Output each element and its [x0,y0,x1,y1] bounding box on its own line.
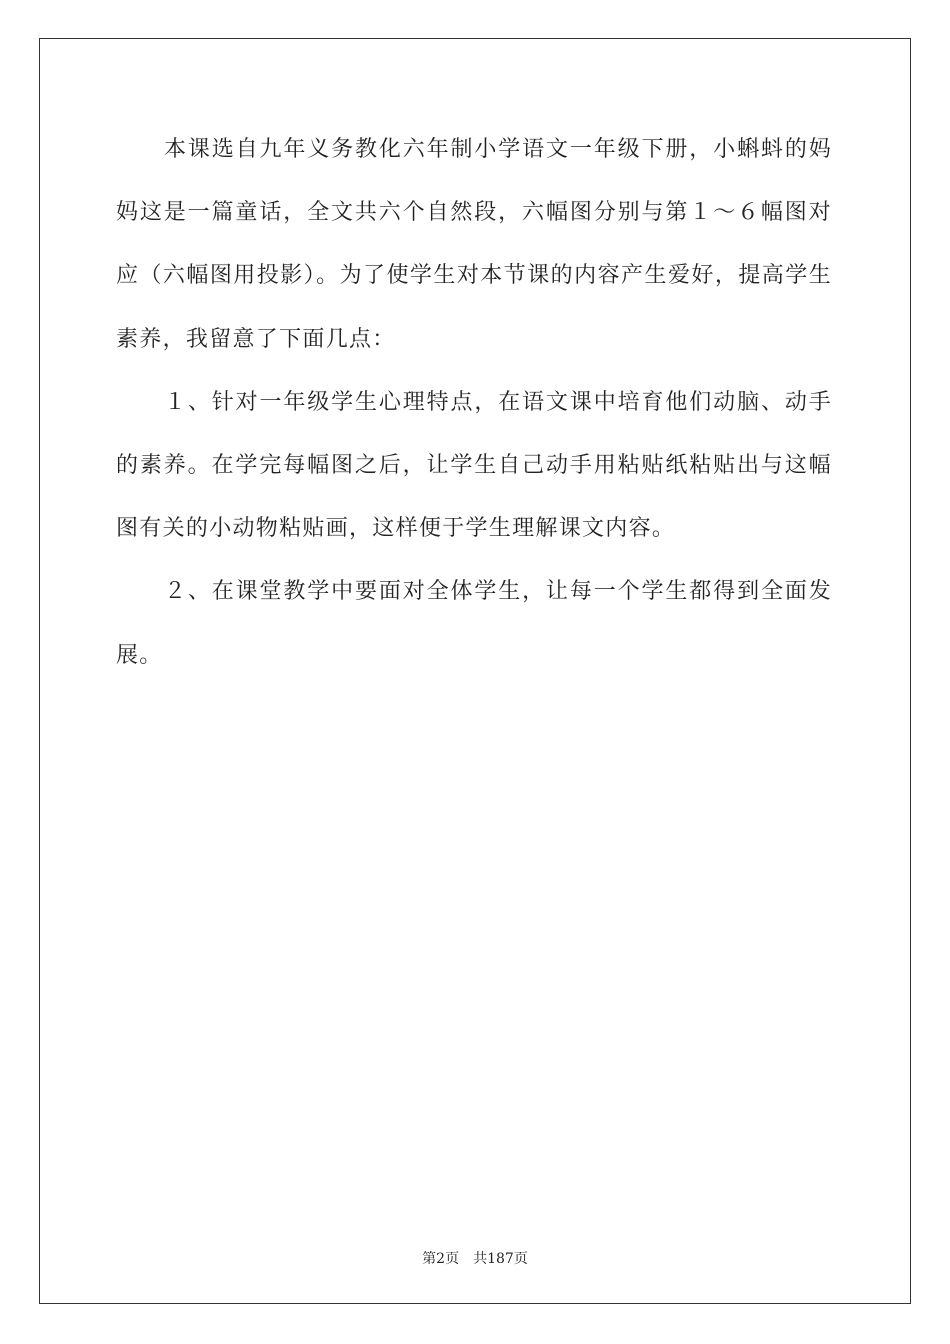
page-footer [0,1248,950,1268]
document-body [116,118,832,687]
paragraph-point-1: １、针对一年级学生心理特点，在语文课中培育他们动脑、动手的素养。在学完每幅图之后，让学生自己动手用粘贴纸粘贴出与这幅图有关的小动物粘贴画，这样便于学生理解课文内容。 [116,389,832,542]
paragraph-point-2: ２、在课堂教学中要面对全体学生，让每一个学生都得到全面发展。 [116,579,832,668]
current-page-number: 第2页 [422,1251,460,1267]
paragraph-intro: 本课选自九年义务教化六年制小学语文一年级下册，小蝌蚪的妈妈这是一篇童话，全文共六个自然段，六幅图分别与第１～６幅图对应（六幅图用投影）。为了使学生对本节课的内容产生爱好，提高学生素养，我留意了下面几点： [116,137,832,352]
total-page-count: 共187页 [473,1251,528,1267]
